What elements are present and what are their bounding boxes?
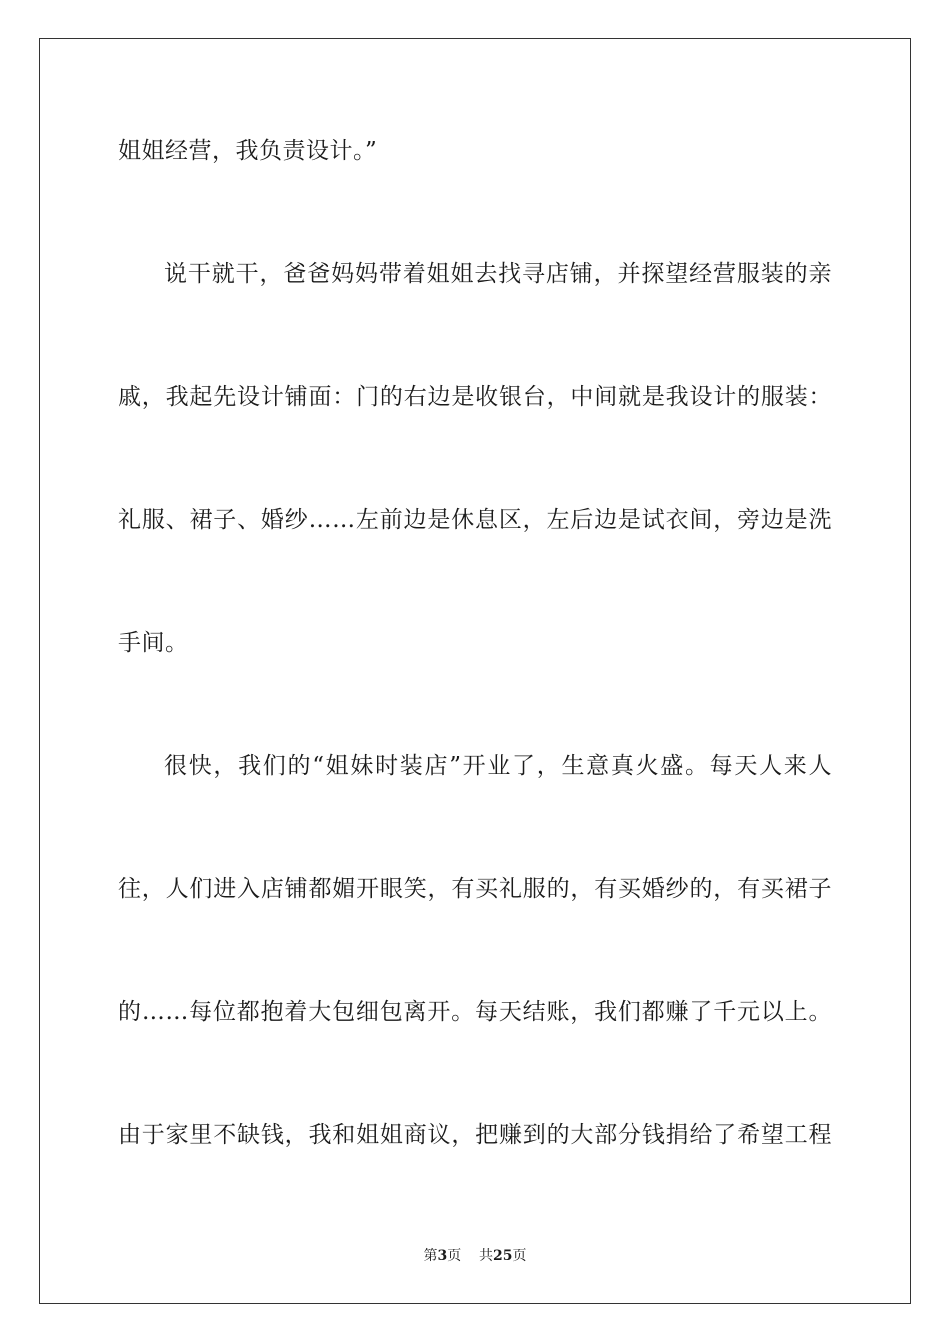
paragraph-line-8: 的……每位都抱着大包细包离开。每天结账，我们都赚了千元以上。 (118, 999, 832, 1025)
page-footer (0, 1247, 950, 1265)
footer-total-pages: 25 (493, 1248, 513, 1264)
footer-total-prefix: 共 (479, 1248, 494, 1264)
paragraph-line-5: 手间。 (118, 630, 189, 656)
paragraph-line-4: 礼服、裙子、婚纱……左前边是休息区，左后边是试衣间，旁边是洗 (118, 507, 832, 533)
paragraph-line-7: 往，人们进入店铺都媚开眼笑，有买礼服的，有买婚纱的，有买裙子 (118, 876, 832, 902)
footer-page-number: 3 (437, 1248, 448, 1264)
footer-total-suffix: 页 (512, 1248, 527, 1264)
paragraph-line-2: 说干就干，爸爸妈妈带着姐姐去找寻店铺，并探望经营服装的亲 (164, 261, 832, 287)
paragraph-line-6: 很快，我们的“姐妹时装店”开业了，生意真火盛。每天人来人 (164, 753, 832, 779)
paragraph-line-3: 戚，我起先设计铺面：门的右边是收银台，中间就是我设计的服装： (118, 384, 832, 410)
paragraph-line-9: 由于家里不缺钱，我和姐姐商议，把赚到的大部分钱捐给了希望工程 (118, 1122, 832, 1148)
footer-page-prefix: 第 (423, 1248, 438, 1264)
page-border (39, 38, 911, 1304)
footer-page-suffix: 页 (447, 1248, 462, 1264)
paragraph-line-1: 姐姐经营，我负责设计。” (118, 138, 378, 164)
